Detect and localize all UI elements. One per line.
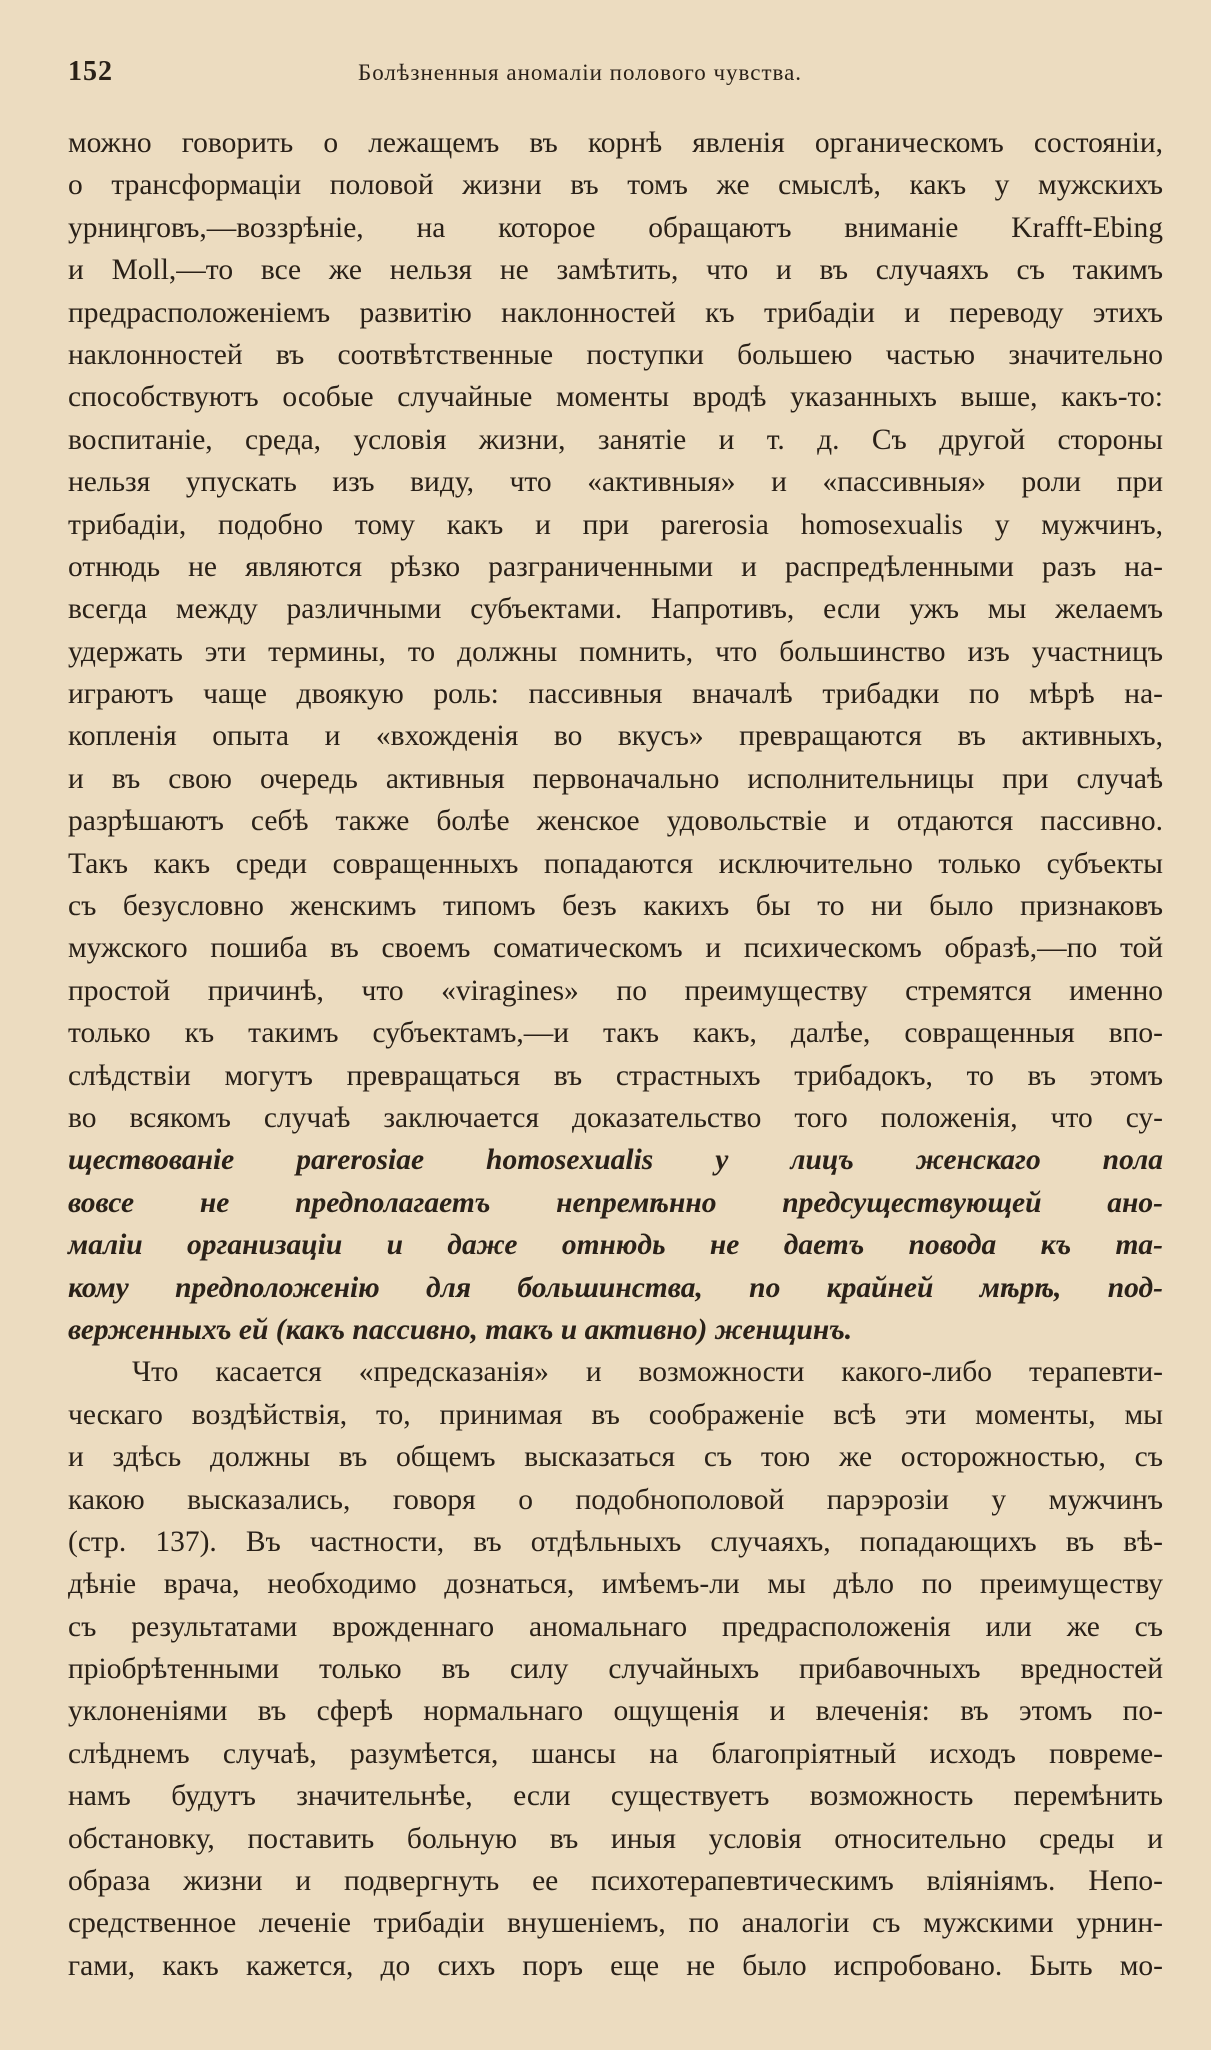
text-line: (стр. 137). Въ частности, въ отдѣльныхъ случаяхъ, попадающихъ въ вѣ- (68, 1525, 1163, 1558)
text-line: слѣднемъ случаѣ, разумѣется, шансы на благопріятный исходъ повреме- (68, 1737, 1163, 1770)
text-line: мужского пошиба въ своемъ соматическомъ и психическомъ образѣ,—по той (68, 932, 1163, 965)
text-line: трибадіи, подобно тому какъ и при parerosia homosexualis у мужчинъ, (68, 508, 1163, 541)
body-text (68, 122, 1163, 1987)
text-line: намъ будутъ значительнѣе, если существуетъ возможность перемѣнить (68, 1780, 1163, 1813)
emphasized-text-line: кому предположенію для большинства, по крайней мѣрѣ, под- (68, 1271, 1163, 1304)
emphasized-text-line: верженныхъ ей (какъ пассивно, такъ и активно) женщинъ. (68, 1313, 853, 1346)
emphasized-text-line: маліи организаціи и даже отнюдь не даетъ повода къ та- (68, 1229, 1163, 1262)
text-line: можно говорить о лежащемъ въ корнѣ явленія органическомъ состояніи, (68, 127, 1163, 159)
text-line: Такъ какъ среди совращенныхъ попадаются исключительно только субъекты (68, 847, 1163, 880)
text-line: съ безусловно женскимъ типомъ безъ какихъ бы то ни было признаковъ (68, 890, 1163, 923)
page-header (68, 50, 1163, 90)
text-line: какою высказались, говоря о подобнополовой парэрозіи у мужчинъ (68, 1483, 1163, 1516)
text-line: Что касается «предсказанія» и возможности какого-либо терапевти- (132, 1356, 1163, 1389)
running-title: Болѣзненныя аномаліи полового чувства. (358, 60, 803, 85)
page-number: 152 (68, 56, 113, 87)
text-line: ческаго воздѣйствія, то, принимая въ соображеніе всѣ эти моменты, мы (68, 1398, 1163, 1431)
text-line: только къ такимъ субъектамъ,—и такъ какъ, далѣе, совращенныя впо- (68, 1017, 1163, 1050)
paragraph (68, 122, 1163, 1351)
text-line: и Moll,—то все же нельзя не замѣтить, что и въ случаяхъ съ такимъ (68, 254, 1163, 287)
text-line: всегда между различными субъектами. Напротивъ, если ужъ мы желаемъ (68, 593, 1163, 626)
text-line: слѣдствіи могутъ превращаться въ страстныхъ трибадокъ, то въ этомъ (68, 1059, 1163, 1092)
text-line: обстановку, поставить больную въ иныя условія относительно среды и (68, 1822, 1163, 1855)
text-line: средственное леченіе трибадіи внушеніемъ, по аналогіи съ мужскими урнин- (68, 1907, 1163, 1940)
text-line: копленія опыта и «вхожденія во вкусъ» превращаются въ активныхъ, (68, 720, 1163, 753)
text-line: урниңговъ,—воззрѣніе, на которое обращаютъ вниманіе Krafft-Ebing (68, 211, 1163, 244)
text-line: гами, какъ кажется, до сихъ поръ еще не было испробовано. Быть мо- (68, 1949, 1163, 1982)
emphasized-text-line: ществованіе parerosiae homosexualis у лицъ женскаго пола (68, 1144, 1163, 1177)
emphasized-text-line: вовсе не предполагаетъ непремѣнно предсуществующей ано- (68, 1186, 1163, 1219)
text-line: нельзя упускать изъ виду, что «активныя» и «пассивныя» роли при (68, 466, 1163, 499)
text-line: удержать эти термины, то должны помнить, что большинство изъ участницъ (68, 635, 1163, 668)
text-line: наклонностей въ соотвѣтственные поступки большею частью значительно (68, 338, 1163, 371)
text-line: образа жизни и подвергнуть ее психотерапевтическимъ вліяніямъ. Непо- (68, 1865, 1163, 1898)
text-line: предрасположеніемъ развитію наклонностей къ трибадіи и переводу этихъ (68, 296, 1163, 329)
text-line: способствуютъ особые случайные моменты вродѣ указанныхъ выше, какъ-то: (68, 381, 1163, 414)
text-line: уклоненіями въ сферѣ нормальнаго ощущенія и влеченія: въ этомъ по- (68, 1695, 1163, 1728)
text-line: играютъ чаще двоякую роль: пассивныя вначалѣ трибадки по мѣрѣ на- (68, 678, 1163, 711)
text-line: разрѣшаютъ себѣ также болѣе женское удовольствіе и отдаются пассивно. (68, 805, 1163, 838)
text-line: съ результатами врожденнаго аномальнаго предрасположенія или же съ (68, 1610, 1163, 1643)
text-line: и въ свою очередь активныя первоначально исполнительницы при случаѣ (68, 762, 1163, 795)
text-line: воспитаніе, среда, условія жизни, занятіе и т. д. Съ другой стороны (68, 423, 1163, 456)
text-line: во всякомъ случаѣ заключается доказательство того положенія, что су- (68, 1101, 1163, 1134)
text-line: простой причинѣ, что «viragines» по преимуществу стремятся именно (68, 974, 1163, 1007)
text-line: пріобрѣтенными только въ силу случайныхъ прибавочныхъ вредностей (68, 1653, 1163, 1686)
text-line: о трансформаціи половой жизни въ томъ же смыслѣ, какъ у мужскихъ (68, 169, 1163, 202)
text-line: отнюдь не являются рѣзко разграниченными и распредѣленными разъ на- (68, 550, 1163, 583)
paragraph (68, 1351, 1163, 1987)
text-line: дѣніе врача, необходимо дознаться, имѣемъ-ли мы дѣло по преимуществу (68, 1568, 1163, 1601)
text-line: и здѣсь должны въ общемъ высказаться съ тою же осторожностью, съ (68, 1441, 1163, 1474)
